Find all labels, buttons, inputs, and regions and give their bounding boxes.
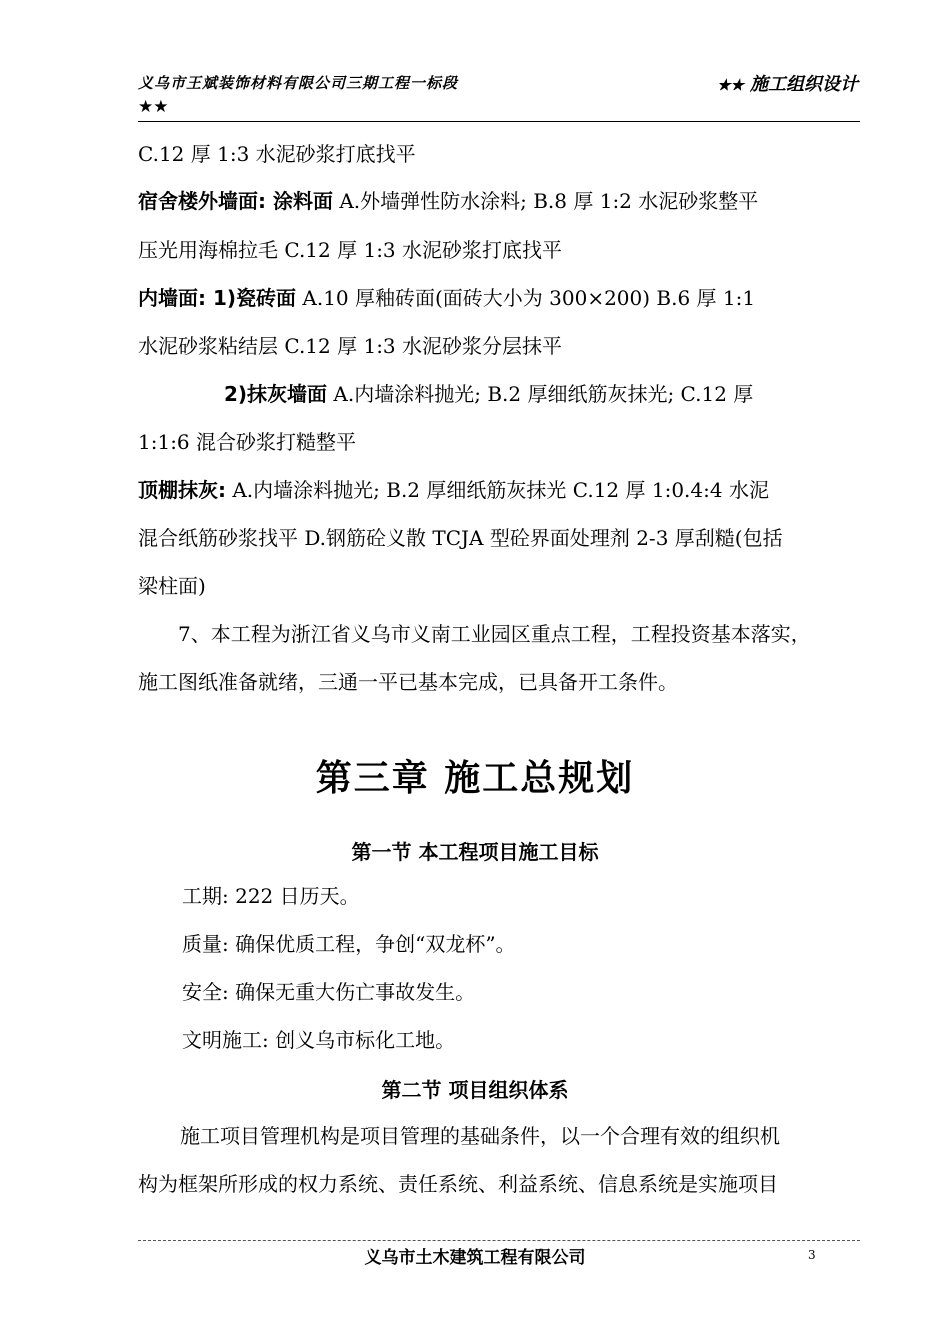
interior-wall-label: 内墙面: 1)瓷砖面 — [138, 286, 297, 310]
header-project-title: 义乌市王斌装饰材料有限公司三期工程一标段 — [138, 74, 459, 92]
body-line-9: 混合纸筋砂浆找平 D.钢筋砼义散 TCJA 型砼界面处理剂 2-3 厚刮糙(包括 — [138, 526, 783, 550]
exterior-wall-label: 宿舍楼外墙面: 涂料面 — [138, 189, 333, 213]
section-2-paragraph-line-2: 构为框架所形成的权力系统、责任系统、利益系统、信息系统是实施项目 — [138, 1172, 778, 1196]
header-divider — [138, 121, 860, 122]
footer-divider — [138, 1240, 860, 1241]
body-line-10: 梁柱面) — [138, 574, 206, 598]
body-line-6 — [224, 370, 860, 418]
goal-safety: 安全: 确保无重大伤亡事故发生。 — [182, 980, 476, 1004]
chapter-title: 第三章 施工总规划 — [315, 758, 635, 799]
body-line-2 — [138, 177, 860, 225]
goal-civilized-construction: 文明施工: 创义乌市标化工地。 — [182, 1028, 456, 1052]
goal-quality: 质量: 确保优质工程，争创“双龙杯”。 — [182, 932, 516, 956]
body-line-7: 1:1:6 混合砂浆打糙整平 — [138, 430, 357, 454]
plaster-wall-text: A.内墙涂料抛光; B.2 厚细纸筋灰抹光; C.12 厚 — [327, 382, 754, 406]
body-line-11: 7、本工程为浙江省义乌市义南工业园区重点工程，工程投资基本落实， — [178, 622, 811, 646]
section-2-paragraph-line-1: 施工项目管理机构是项目管理的基础条件，以一个合理有效的组织机 — [180, 1124, 780, 1148]
ceiling-label: 顶棚抹灰: — [138, 478, 226, 502]
section-2-title: 第二节 项目组织体系 — [381, 1078, 569, 1102]
body-line-4 — [138, 274, 860, 322]
goal-schedule: 工期: 222 日历天。 — [182, 884, 360, 908]
footer-company-name: 义乌市土木建筑工程有限公司 — [364, 1248, 586, 1268]
body-line-1: C.12 厚 1:3 水泥砂浆打底找平 — [138, 142, 416, 166]
exterior-wall-text: A.外墙弹性防水涂料; B.8 厚 1:2 水泥砂浆整平 — [332, 189, 759, 213]
interior-wall-text: A.10 厚釉砖面(面砖大小为 300×200) B.6 厚 1:1 — [296, 286, 756, 310]
page-number: 3 — [808, 1248, 816, 1262]
section-1-title: 第一节 本工程项目施工目标 — [351, 840, 599, 864]
header-right-stars: ★★ — [717, 76, 744, 94]
header-document-title — [717, 70, 858, 96]
header-right-title: 施工组织设计 — [750, 74, 858, 95]
body-line-8 — [138, 466, 860, 514]
header-left-stars: ★★ — [138, 97, 169, 117]
ceiling-text: A.内墙涂料抛光; B.2 厚细纸筋灰抹光 C.12 厚 1:0.4:4 水泥 — [226, 478, 769, 502]
body-line-12: 施工图纸准备就绪，三通一平已基本完成，已具备开工条件。 — [138, 670, 678, 694]
body-line-5: 水泥砂浆粘结层 C.12 厚 1:3 水泥砂浆分层抹平 — [138, 334, 563, 358]
plaster-wall-label: 2)抹灰墙面 — [224, 382, 328, 406]
body-line-3: 压光用海棉拉毛 C.12 厚 1:3 水泥砂浆打底找平 — [138, 238, 563, 262]
